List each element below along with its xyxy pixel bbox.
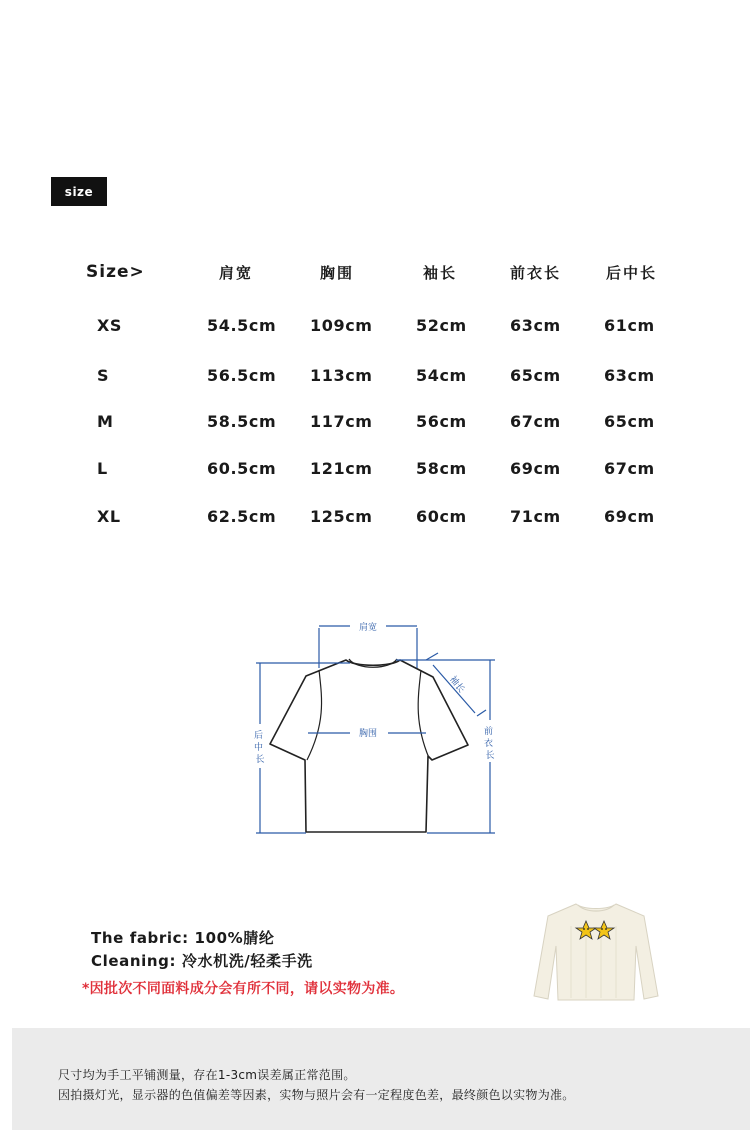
back-length-dimension [256,663,350,833]
header-front-length: 前衣长 [510,264,562,282]
table-row [0,316,750,340]
header-back-length: 后中长 [606,264,658,282]
sweater-product-icon [526,896,666,1008]
back-length-value: 65cm [604,412,655,431]
size-label: XS [97,316,123,335]
sleeve-label: 袖长 [447,674,467,695]
table-row [0,459,750,483]
back-length-value: 61cm [604,316,655,335]
table-row [0,507,750,531]
header-size: Size> [86,262,145,282]
sleeve-value: 60cm [416,507,467,526]
sleeve-value: 54cm [416,366,467,385]
tshirt-armhole-left [307,670,322,760]
front-length-value: 65cm [510,366,561,385]
back-length-value: 69cm [604,507,655,526]
shoulder-value: 56.5cm [207,366,277,385]
tshirt-outline [270,660,468,832]
front-length-value: 69cm [510,459,561,478]
sleeve-value: 58cm [416,459,467,478]
cleaning-instructions: Cleaning: 冷水机洗/轻柔手洗 [91,952,313,970]
disclaimer-footer [12,1028,750,1130]
back-length-label: 后 中 长 [254,731,265,765]
front-length-dimension [396,660,495,833]
header-sleeve: 袖长 [423,264,458,282]
size-label: XL [97,507,121,526]
size-table-header [0,262,750,286]
batch-variation-notice: *因批次不同面料成分会有所不同，请以实物为准。 [82,981,405,997]
tshirt-diagram-icon [250,612,500,844]
size-section-tag: size [51,177,107,206]
table-row [0,412,750,436]
header-chest: 胸围 [320,264,355,282]
header-shoulder: 肩宽 [219,264,254,282]
shoulder-value: 54.5cm [207,316,277,335]
size-label: M [97,412,114,431]
shoulder-value: 58.5cm [207,412,277,431]
front-length-value: 63cm [510,316,561,335]
front-length-value: 67cm [510,412,561,431]
chest-value: 113cm [310,366,373,385]
color-disclaimer: 因拍摄灯光，显示器的色值偏差等因素，实物与照片会有一定程度色差，最终颜色以实物为准。 [58,1088,575,1102]
measurement-disclaimer: 尺寸均为手工平铺测量，存在1-3cm误差属正常范围。 [58,1068,356,1082]
chest-value: 109cm [310,316,373,335]
size-label: L [97,459,108,478]
tshirt-armhole-right [418,670,429,758]
front-length-value: 71cm [510,507,561,526]
shoulder-value: 62.5cm [207,507,277,526]
sleeve-value: 52cm [416,316,467,335]
chest-value: 117cm [310,412,373,431]
back-length-value: 67cm [604,459,655,478]
front-length-label: 前 衣 长 [484,727,495,761]
sleeve-value: 56cm [416,412,467,431]
size-label: S [97,366,110,385]
chest-value: 125cm [310,507,373,526]
table-row [0,366,750,390]
fabric-composition: The fabric: 100%腈纶 [91,929,275,947]
back-length-value: 63cm [604,366,655,385]
chest-label: 胸围 [358,729,378,739]
shoulder-label: 肩宽 [358,623,378,633]
shoulder-value: 60.5cm [207,459,277,478]
chest-value: 121cm [310,459,373,478]
